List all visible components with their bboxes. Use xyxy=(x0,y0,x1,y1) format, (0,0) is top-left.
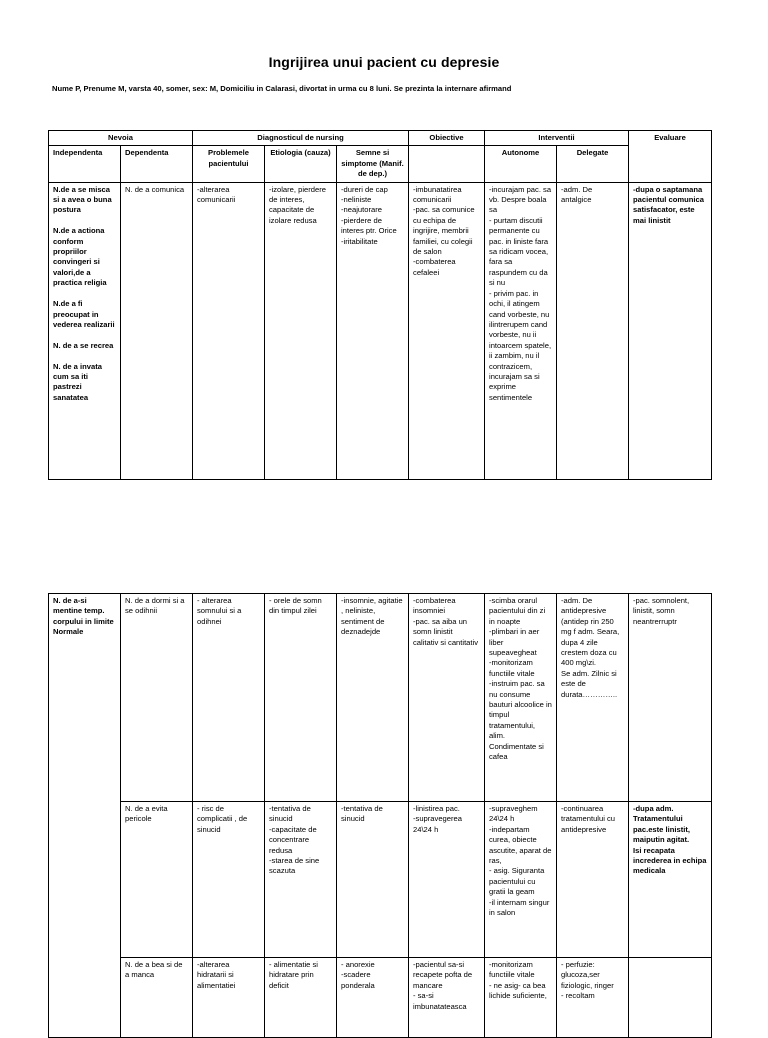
cell-delegate: - perfuzie: glucoza,ser fiziologic, ringer - recoltam xyxy=(557,958,629,1038)
cell-obiective: -linistirea pac. -supravegerea 24\24 h xyxy=(409,802,485,958)
document-title: Ingrijirea unui pacient cu depresie xyxy=(268,54,500,70)
cell-evaluare: -dupa adm. Tratamentului pac.este linistit, maiputin agitat. Isi recapata increderea in echipa medicala xyxy=(629,802,712,958)
header-etiologia: Etiologia (cauza) xyxy=(265,146,337,182)
cell-delegate: -continuarea tratamentului cu antidepresive xyxy=(557,802,629,958)
cell-autonome: -incurajam pac. sa vb. Despre boala sa - purtam discutii permanente cu pac. in liniste fara sa ridicam vocea, fara sa raspundem cu da si nu - privim pac. in ochi, il atingem cand vorbeste, nu ilintrerupem cand vorbeste, nu ii intoarcem spatele, ii zambim, nu il contrazicem, incurajam sa si exprime sentimentele xyxy=(485,182,557,479)
cell-etiologia: - alimentatie si hidratare prin deficit xyxy=(265,958,337,1038)
cell-evaluare: -dupa o saptamana pacientul comunica satisfacator, este mai linistit xyxy=(629,182,712,479)
cell-semne: -dureri de cap -neliniste -neajutorare -pierdere de interes ptr. Orice -iritabilitate xyxy=(337,182,409,479)
cell-obiective: -imbunatatirea comunicarii -pac. sa comunice cu echipa de ingrijire, membrii familiei, cu colegii de salon -combaterea cefaleei xyxy=(409,182,485,479)
cell-delegate: -adm. De antalgice xyxy=(557,182,629,479)
table-row xyxy=(49,594,712,802)
header-autonome: Autonome xyxy=(485,146,557,182)
cell-dependenta: N. de a bea si de a manca xyxy=(121,958,193,1038)
cell-evaluare: -pac. somnolent, linistit, somn neantrerruptr xyxy=(629,594,712,802)
table-row xyxy=(49,958,712,1038)
nursing-table-2 xyxy=(48,593,712,1038)
cell-dependenta: N. de a evita pericole xyxy=(121,802,193,958)
cell-evaluare xyxy=(629,958,712,1038)
cell-etiologia: - orele de somn din timpul zilei xyxy=(265,594,337,802)
header-delegate: Delegate xyxy=(557,146,629,182)
cell-etiologia: -tentativa de sinucid -capacitate de concentrare redusa -starea de sine scazuta xyxy=(265,802,337,958)
cell-autonome: -supraveghem 24\24 h -indepartam cureа, obiecte ascutite, aparat de ras, - asig. Siguranta pacientului cu gratii la geam -il internam singur in salon xyxy=(485,802,557,958)
cell-autonome: -monitorizam functiile vitale - ne asig- ca bea lichide suficiente, xyxy=(485,958,557,1038)
cell-probleme: -alterarea comunicarii xyxy=(193,182,265,479)
cell-obiective: -pacientul sa-si recapete pofta de mancare - sa-si imbunatateasca xyxy=(409,958,485,1038)
cell-independenta: N. de a-si mentine temp. corpului in limite Normale xyxy=(49,594,121,1038)
cell-semne: -tentativa de sinucid xyxy=(337,802,409,958)
table-row xyxy=(49,802,712,958)
header-semne: Semne si simptome (Manif. de dep.) xyxy=(337,146,409,182)
patient-intro: Nume P, Prenume M, varsta 40, somer, sex: M, Domiciliu in Calarasi, divortat in urma cu 8 luni. Se prezinta la internare afirmand xyxy=(52,84,512,93)
cell-autonome: -scimba orarul pacientului din zi in noapte -plimbari in aer liber supeavegheat -monitorizam functiile vitale -instruim pac. sa nu consume bauturi alcoolice in timpul tratamentului, alim. Condimentate si cafea xyxy=(485,594,557,802)
cell-dependenta: N. de a comunica xyxy=(121,182,193,479)
header-obiective-blank xyxy=(409,146,485,182)
cell-obiective: -combaterea insomniei -pac. sa aiba un somn linistit calitativ si cantitativ xyxy=(409,594,485,802)
header-dependenta: Dependenta xyxy=(121,146,193,182)
header-diagnostic: Diagnosticul de nursing xyxy=(193,131,409,146)
nursing-table-1 xyxy=(48,130,712,480)
cell-independenta: N.de a se misca si a avea o buna postura N.de a actiona conform propriilor convingeri si valori,de a practica religia N.de a fi preocupat in vederea realizarii N. de a se recrea N. de a invata cum sa iti pastrezi sanatatea xyxy=(49,182,121,479)
header-interventii: Interventii xyxy=(485,131,629,146)
cell-probleme: -alterarea hidratarii si alimentatiei xyxy=(193,958,265,1038)
header-evaluare: Evaluare xyxy=(629,131,712,183)
cell-etiologia: -izolare, pierdere de interes, capacitate de izolare redusa xyxy=(265,182,337,479)
cell-semne: -insomnie, agitatie , neliniste, sentiment de deznadejde xyxy=(337,594,409,802)
header-probleme: Problemele pacientului xyxy=(193,146,265,182)
cell-probleme: - alterarea somnului si a odihnei xyxy=(193,594,265,802)
cell-dependenta: N. de a dormi si a se odihnii xyxy=(121,594,193,802)
cell-probleme: - risc de complicatii , de sinucid xyxy=(193,802,265,958)
header-obiective: Obiective xyxy=(409,131,485,146)
header-nevoia: Nevoia xyxy=(49,131,193,146)
header-independenta: Independenta xyxy=(49,146,121,182)
cell-semne: - anorexie -scadere ponderala xyxy=(337,958,409,1038)
cell-delegate: -adm. De antidepresive (antidep rin 250 mg f adm. Seara, dupa 4 zile crestem doza cu 400 mg\zi. Se adm. Zilnic si este de durata………….. xyxy=(557,594,629,802)
table-row xyxy=(49,182,712,479)
